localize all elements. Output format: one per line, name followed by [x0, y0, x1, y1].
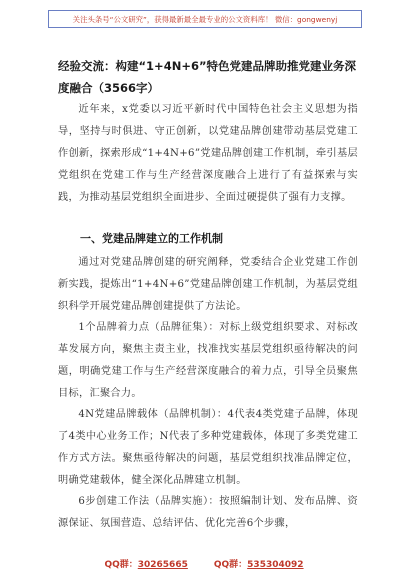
- paragraph-1: 通过对党建品牌创建的研究阐释，党委结合企业党建工作创新实践，提炼出“1+4N+6”党建品牌创建工作机制，为基层党组织科学开展党建品牌创建提供了方法论。: [58, 257, 358, 312]
- qq-label-1: QQ群：: [104, 560, 138, 570]
- paragraph-4: 6步创建工作法（品牌实施）：按照编制计划、发布品牌、资源保证、氛围营造、总结评估、优化完善6个步骤，: [58, 496, 358, 529]
- paragraph-3: 4N党建品牌载体（品牌机制）：4代表4类党建子品牌，体现了4类中心业务工作；N代表了多种党建载体，体现了多类党建工作方式方法。聚焦亟待解决的问题，基层党组织找准品牌定位，明确党建载体，健全深化品牌建立机制。: [58, 409, 358, 486]
- footer: [0, 557, 408, 570]
- qq-number-1: 30265665: [137, 560, 188, 570]
- footer-qq-group-2: [214, 557, 304, 570]
- qq-label-2: QQ群：: [213, 560, 248, 570]
- header-banner: 关注头条号“公文研究”，获得最新最全最专业的公文资料库！ 微信：gongwenyj: [48, 10, 362, 28]
- paragraph-2: 1个品牌着力点（品牌征集）：对标上级党组织要求、对标改革发展方向，聚焦主责主业，找准找实基层党组织亟待解决的问题，明确党建工作与生产经营深度融合的着力点，引导全员聚焦目标，汇聚合力。: [58, 322, 358, 399]
- document-title: 经验交流：构建“1+4N+6”特色党建品牌助推党建业务深度融合（3566字）: [58, 59, 357, 95]
- paragraph-intro: 近年来，x党委以习近平新时代中国特色社会主义思想为指导，坚持与时俱进、守正创新，以党建品牌创建带动基层党建工作创新，探索形成“1+4N+6”党建品牌创建工作机制，牵引基层党组织在党建工作与生产经营深度融合上进行了有益探索与实践，为推动基层党组织全面进步、全面过硬提供了强有力支撑。: [58, 104, 358, 203]
- qq-number-2: 535304092: [247, 560, 304, 570]
- footer-qq-group-1: [104, 557, 187, 570]
- section-heading-1: 一、党建品牌建立的工作机制: [80, 232, 223, 245]
